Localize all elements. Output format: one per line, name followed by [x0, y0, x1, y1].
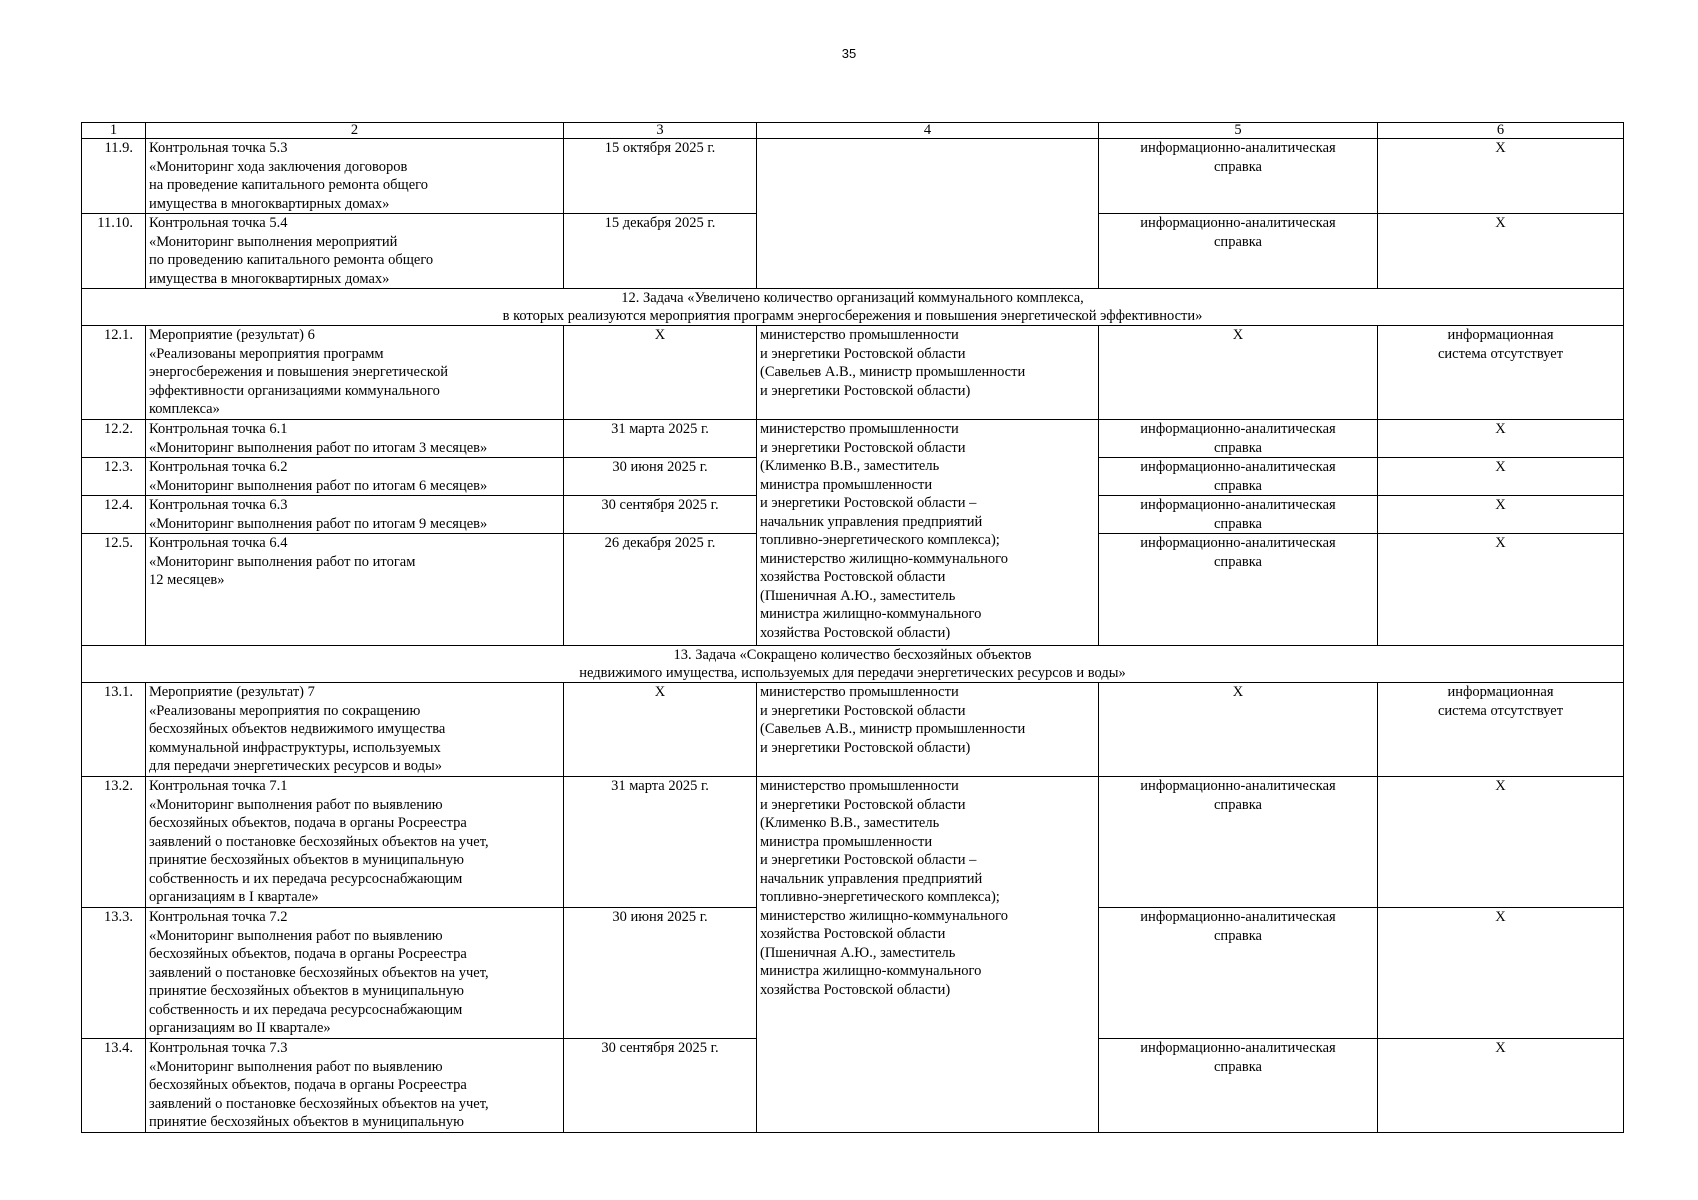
row-info-system: Х	[1378, 420, 1624, 458]
row-number: 13.3.	[82, 908, 146, 1039]
column-header: 5	[1099, 123, 1378, 139]
row-responsible: министерство промышленности и энергетики Ростовской области (Клименко В.В., заместитель министра промышленности и энергетики Ростовской области – начальник управления предприятий топливно-энергетического комплекса); министерство жилищно-коммунального хозяйства Ростовской области (Пшеничная А.Ю., заместитель министра жилищно-коммунального хозяйства Ростовской области)	[757, 777, 1099, 1133]
table-row	[82, 683, 1624, 777]
row-document: информационно-аналитическая справка	[1099, 139, 1378, 214]
row-info-system: Х	[1378, 1039, 1624, 1133]
row-document: информационно-аналитическая справка	[1099, 534, 1378, 646]
row-name: Контрольная точка 6.1 «Мониторинг выполнения работ по итогам 3 месяцев»	[146, 420, 564, 458]
row-date: Х	[564, 683, 757, 777]
page-number: 35	[841, 46, 857, 61]
task-title: 13. Задача «Сокращено количество бесхозяйных объектов недвижимого имущества, используемых для передачи энергетических ресурсов и воды»	[82, 646, 1624, 683]
row-name: Контрольная точка 7.1 «Мониторинг выполнения работ по выявлению бесхозяйных объектов, подача в органы Росреестра заявлений о постановке бесхозяйных объектов на учет, принятие бесхозяйных объектов в муниципальную собственность и их передача ресурсоснабжающим организациям в I квартале»	[146, 777, 564, 908]
row-info-system: Х	[1378, 777, 1624, 908]
control-points-table	[81, 122, 1624, 1133]
column-header: 3	[564, 123, 757, 139]
task-row	[82, 646, 1624, 683]
row-document: информационно-аналитическая справка	[1099, 1039, 1378, 1133]
row-responsible: министерство промышленности и энергетики Ростовской области (Савельев А.В., министр промышленности и энергетики Ростовской области)	[757, 326, 1099, 420]
row-info-system: Х	[1378, 214, 1624, 289]
row-document: информационно-аналитическая справка	[1099, 908, 1378, 1039]
row-name: Контрольная точка 5.4 «Мониторинг выполнения мероприятий по проведению капитального ремонта общего имущества в многоквартирных домах»	[146, 214, 564, 289]
row-responsible: министерство промышленности и энергетики Ростовской области (Савельев А.В., министр промышленности и энергетики Ростовской области)	[757, 683, 1099, 777]
row-number: 13.2.	[82, 777, 146, 908]
row-responsible: министерство промышленности и энергетики Ростовской области (Клименко В.В., заместитель министра промышленности и энергетики Ростовской области – начальник управления предприятий топливно-энергетического комплекса); министерство жилищно-коммунального хозяйства Ростовской области (Пшеничная А.Ю., заместитель министра жилищно-коммунального хозяйства Ростовской области)	[757, 420, 1099, 646]
column-header: 4	[757, 123, 1099, 139]
row-date: 30 сентября 2025 г.	[564, 496, 757, 534]
column-header: 1	[82, 123, 146, 139]
row-name: Контрольная точка 6.3 «Мониторинг выполнения работ по итогам 9 месяцев»	[146, 496, 564, 534]
task-row	[82, 289, 1624, 326]
row-number: 13.4.	[82, 1039, 146, 1133]
row-number: 11.9.	[82, 139, 146, 214]
row-date: 30 июня 2025 г.	[564, 458, 757, 496]
row-number: 13.1.	[82, 683, 146, 777]
row-date: 26 декабря 2025 г.	[564, 534, 757, 646]
column-number-row	[82, 123, 1624, 139]
row-responsible	[757, 139, 1099, 289]
row-number: 11.10.	[82, 214, 146, 289]
row-name: Контрольная точка 5.3 «Мониторинг хода заключения договоров на проведение капитального ремонта общего имущества в многоквартирных домах»	[146, 139, 564, 214]
row-date: 30 июня 2025 г.	[564, 908, 757, 1039]
row-date: 15 декабря 2025 г.	[564, 214, 757, 289]
row-name: Контрольная точка 6.4 «Мониторинг выполнения работ по итогам 12 месяцев»	[146, 534, 564, 646]
row-date: Х	[564, 326, 757, 420]
task-title: 12. Задача «Увеличено количество организаций коммунального комплекса, в которых реализуются мероприятия программ энергосбережения и повышения энергетической эффективности»	[82, 289, 1624, 326]
row-date: 15 октября 2025 г.	[564, 139, 757, 214]
row-document: Х	[1099, 683, 1378, 777]
row-name: Мероприятие (результат) 7 «Реализованы мероприятия по сокращению бесхозяйных объектов недвижимого имущества коммунальной инфраструктуры, используемых для передачи энергетических ресурсов и воды»	[146, 683, 564, 777]
row-document: информационно-аналитическая справка	[1099, 496, 1378, 534]
row-number: 12.5.	[82, 534, 146, 646]
row-name: Контрольная точка 7.3 «Мониторинг выполнения работ по выявлению бесхозяйных объектов, подача в органы Росреестра заявлений о постановке бесхозяйных объектов на учет, принятие бесхозяйных объектов в муниципальную	[146, 1039, 564, 1133]
row-document: информационно-аналитическая справка	[1099, 777, 1378, 908]
table-row	[82, 139, 1624, 214]
row-number: 12.2.	[82, 420, 146, 458]
row-date: 30 сентября 2025 г.	[564, 1039, 757, 1133]
row-document: информационно-аналитическая справка	[1099, 458, 1378, 496]
table-row	[82, 326, 1624, 420]
column-header: 2	[146, 123, 564, 139]
row-info-system: информационная система отсутствует	[1378, 683, 1624, 777]
row-date: 31 марта 2025 г.	[564, 420, 757, 458]
row-info-system: Х	[1378, 139, 1624, 214]
column-header: 6	[1378, 123, 1624, 139]
row-info-system: Х	[1378, 534, 1624, 646]
row-number: 12.1.	[82, 326, 146, 420]
row-number: 12.4.	[82, 496, 146, 534]
table-row	[82, 777, 1624, 908]
row-document: информационно-аналитическая справка	[1099, 214, 1378, 289]
row-info-system: Х	[1378, 496, 1624, 534]
row-document: Х	[1099, 326, 1378, 420]
row-info-system: Х	[1378, 458, 1624, 496]
row-document: информационно-аналитическая справка	[1099, 420, 1378, 458]
row-name: Контрольная точка 6.2 «Мониторинг выполнения работ по итогам 6 месяцев»	[146, 458, 564, 496]
table-row	[82, 420, 1624, 458]
row-number: 12.3.	[82, 458, 146, 496]
row-info-system: информационная система отсутствует	[1378, 326, 1624, 420]
row-name: Мероприятие (результат) 6 «Реализованы мероприятия программ энергосбережения и повышения энергетической эффективности организациями коммунального комплекса»	[146, 326, 564, 420]
row-name: Контрольная точка 7.2 «Мониторинг выполнения работ по выявлению бесхозяйных объектов, подача в органы Росреестра заявлений о постановке бесхозяйных объектов на учет, принятие бесхозяйных объектов в муниципальную собственность и их передача ресурсоснабжающим организациям во II квартале»	[146, 908, 564, 1039]
row-date: 31 марта 2025 г.	[564, 777, 757, 908]
row-info-system: Х	[1378, 908, 1624, 1039]
